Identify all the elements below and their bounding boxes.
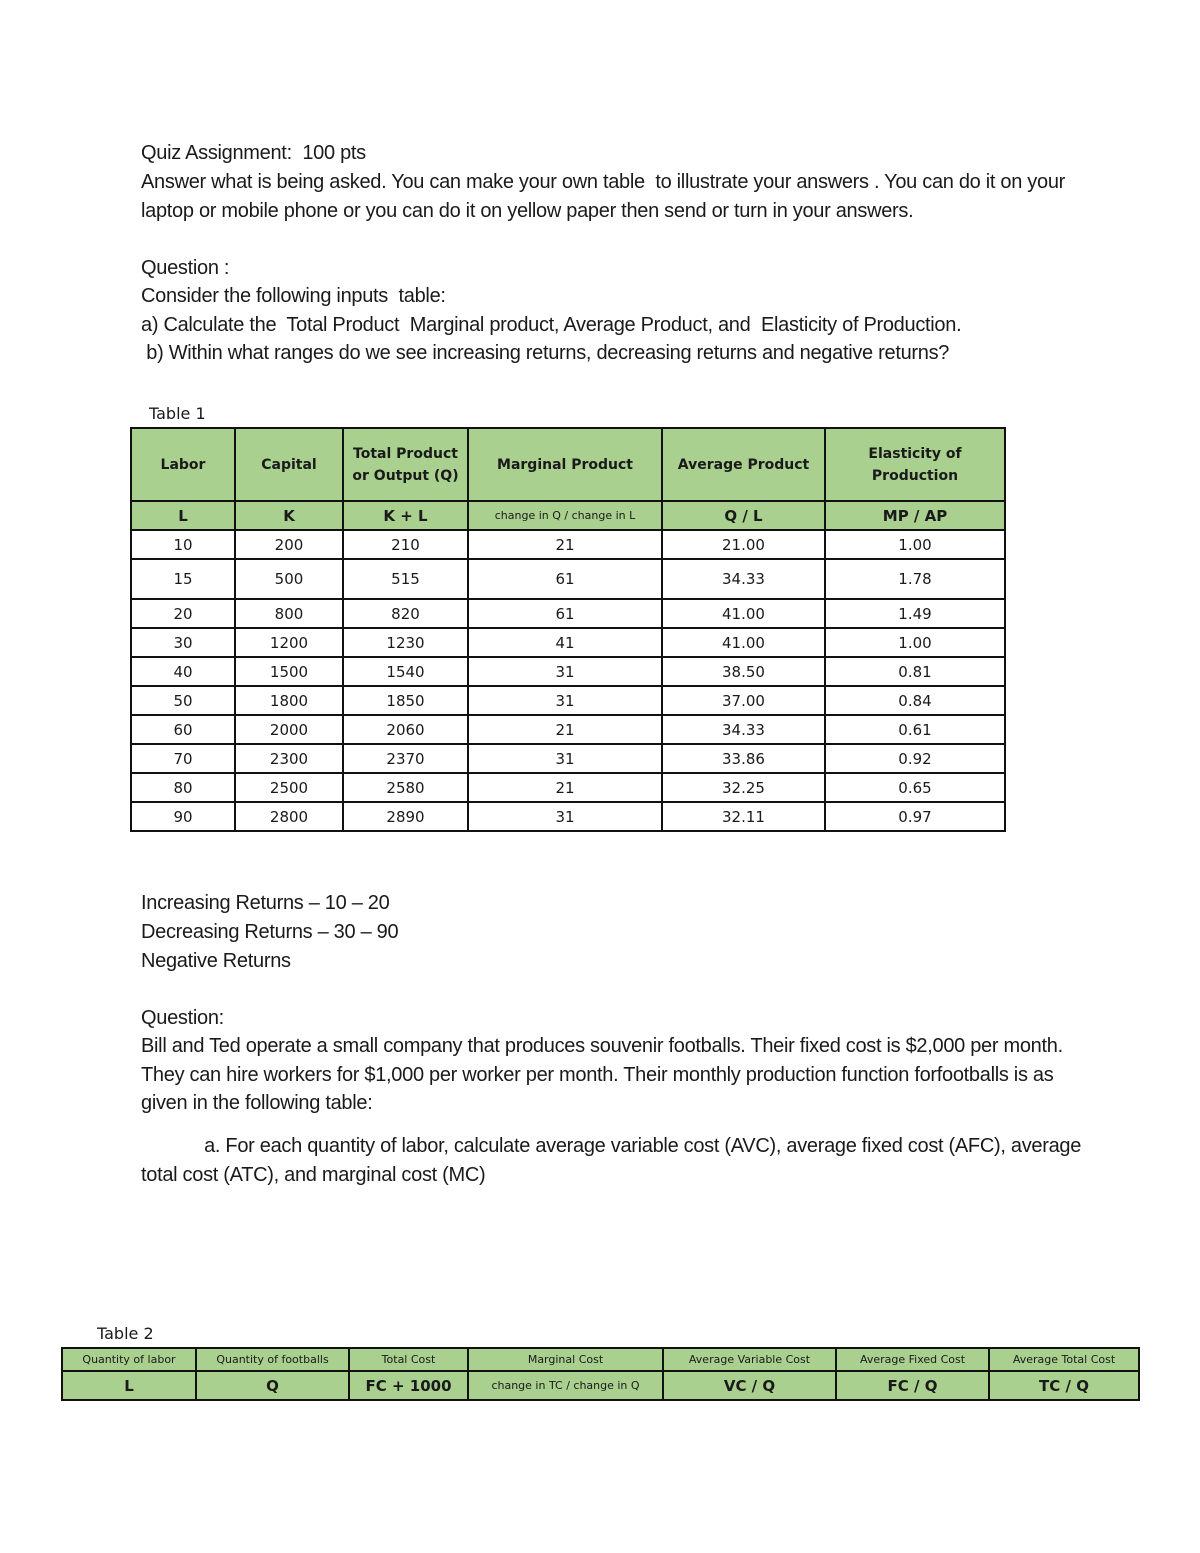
table-row bbox=[131, 599, 1005, 628]
table-row bbox=[131, 773, 1005, 802]
subheader-cell: Q bbox=[196, 1371, 349, 1400]
table-cell: 31 bbox=[468, 802, 662, 831]
header-cell: Labor bbox=[131, 428, 235, 501]
table-cell: 21.00 bbox=[662, 530, 825, 559]
table-cell: 61 bbox=[468, 559, 662, 599]
header-cell: Total Cost bbox=[349, 1348, 468, 1371]
subheader-cell: FC + 1000 bbox=[349, 1371, 468, 1400]
table-row bbox=[131, 628, 1005, 657]
table-cell: 2580 bbox=[343, 773, 468, 802]
table-cell: 38.50 bbox=[662, 657, 825, 686]
table-cell: 2370 bbox=[343, 744, 468, 773]
table-cell: 0.92 bbox=[825, 744, 1005, 773]
table-cell: 2060 bbox=[343, 715, 468, 744]
table-cell: 61 bbox=[468, 599, 662, 628]
table-cell: 32.25 bbox=[662, 773, 825, 802]
table-cell: 200 bbox=[235, 530, 343, 559]
subheader-cell: L bbox=[62, 1371, 196, 1400]
header-cell: Capital bbox=[235, 428, 343, 501]
table-cell: 0.65 bbox=[825, 773, 1005, 802]
table-cell: 2300 bbox=[235, 744, 343, 773]
table-row bbox=[131, 715, 1005, 744]
table-cell: 515 bbox=[343, 559, 468, 599]
table-cell: 90 bbox=[131, 802, 235, 831]
header-cell: Elasticity of Production bbox=[825, 428, 1005, 501]
table-row bbox=[131, 686, 1005, 715]
quiz-title: Quiz Assignment: 100 pts bbox=[141, 142, 366, 164]
header-cell: Average Total Cost bbox=[989, 1348, 1139, 1371]
table-row bbox=[131, 744, 1005, 773]
part-a: a) Calculate the Total Product Marginal product, Average Product, and Elasticity of Production. bbox=[141, 314, 962, 336]
table-cell: 21 bbox=[468, 715, 662, 744]
table-cell: 500 bbox=[235, 559, 343, 599]
q2-part-a: a. For each quantity of labor, calculate average variable cost (AVC), average fixed cost (AFC), average total cost (ATC), and marginal cost (MC) bbox=[141, 1135, 1087, 1186]
header-cell: Marginal Product bbox=[468, 428, 662, 501]
table-cell: 1.78 bbox=[825, 559, 1005, 599]
header-cell: Total Product or Output (Q) bbox=[343, 428, 468, 501]
table-cell: 10 bbox=[131, 530, 235, 559]
table-cell: 0.97 bbox=[825, 802, 1005, 831]
table-cell: 2800 bbox=[235, 802, 343, 831]
table-cell: 41.00 bbox=[662, 628, 825, 657]
header-cell: Average Variable Cost bbox=[663, 1348, 836, 1371]
table-cell: 50 bbox=[131, 686, 235, 715]
table-cell: 21 bbox=[468, 773, 662, 802]
table-cell: 41.00 bbox=[662, 599, 825, 628]
header-cell: Quantity of footballs bbox=[196, 1348, 349, 1371]
table-cell: 1540 bbox=[343, 657, 468, 686]
question-label: Question : bbox=[141, 257, 230, 279]
table-cell: 1.00 bbox=[825, 628, 1005, 657]
table-cell: 800 bbox=[235, 599, 343, 628]
part-b: b) Within what ranges do we see increasing returns, decreasing returns and negative returns? bbox=[141, 342, 950, 364]
table-cell: 0.61 bbox=[825, 715, 1005, 744]
table-cell: 40 bbox=[131, 657, 235, 686]
table-cell: 60 bbox=[131, 715, 235, 744]
table1 bbox=[130, 427, 1006, 832]
header-cell: Quantity of labor bbox=[62, 1348, 196, 1371]
subheader-cell: change in TC / change in Q bbox=[468, 1371, 663, 1400]
subheader-cell: Q / L bbox=[662, 501, 825, 530]
table-cell: 1230 bbox=[343, 628, 468, 657]
table-cell: 30 bbox=[131, 628, 235, 657]
subheader-cell: MP / AP bbox=[825, 501, 1005, 530]
answer-decreasing: Decreasing Returns – 30 – 90 bbox=[141, 921, 399, 943]
table-cell: 1850 bbox=[343, 686, 468, 715]
table-cell: 0.81 bbox=[825, 657, 1005, 686]
table-cell: 70 bbox=[131, 744, 235, 773]
table-cell: 1500 bbox=[235, 657, 343, 686]
table-cell: 210 bbox=[343, 530, 468, 559]
subheader-cell: FC / Q bbox=[836, 1371, 989, 1400]
table-cell: 820 bbox=[343, 599, 468, 628]
table-cell: 80 bbox=[131, 773, 235, 802]
table-cell: 32.11 bbox=[662, 802, 825, 831]
header-cell: Average Fixed Cost bbox=[836, 1348, 989, 1371]
instructions: Answer what is being asked. You can make your own table to illustrate your answers . You can do it on your laptop or mobile phone or you can do it on yellow paper then send or turn in your answers. bbox=[141, 171, 1071, 222]
table-cell: 31 bbox=[468, 686, 662, 715]
table2-caption: Table 2 bbox=[97, 1324, 154, 1343]
table-cell: 1800 bbox=[235, 686, 343, 715]
table-cell: 21 bbox=[468, 530, 662, 559]
prompt: Consider the following inputs table: bbox=[141, 285, 446, 307]
subheader-cell: VC / Q bbox=[663, 1371, 836, 1400]
table-cell: 20 bbox=[131, 599, 235, 628]
table-cell: 15 bbox=[131, 559, 235, 599]
table-cell: 2890 bbox=[343, 802, 468, 831]
table-cell: 37.00 bbox=[662, 686, 825, 715]
subheader-cell: change in Q / change in L bbox=[468, 501, 662, 530]
table-cell: 1200 bbox=[235, 628, 343, 657]
table-cell: 1.00 bbox=[825, 530, 1005, 559]
table-cell: 33.86 bbox=[662, 744, 825, 773]
table-row bbox=[131, 530, 1005, 559]
table-row bbox=[131, 657, 1005, 686]
subheader-cell: K bbox=[235, 501, 343, 530]
table1-caption: Table 1 bbox=[149, 404, 206, 423]
table-cell: 31 bbox=[468, 744, 662, 773]
table-cell: 31 bbox=[468, 657, 662, 686]
table-cell: 34.33 bbox=[662, 559, 825, 599]
table-cell: 2500 bbox=[235, 773, 343, 802]
table-cell: 34.33 bbox=[662, 715, 825, 744]
subheader-cell: K + L bbox=[343, 501, 468, 530]
q2-text: Bill and Ted operate a small company that produces souvenir footballs. Their fixed cost is $2,000 per month. They can hire workers for $1,000 per worker per month. Their monthly production function forfootballs is as given in the following table: bbox=[141, 1035, 1068, 1115]
table-row bbox=[131, 802, 1005, 831]
table-row bbox=[131, 559, 1005, 599]
table-cell: 1.49 bbox=[825, 599, 1005, 628]
table-cell: 41 bbox=[468, 628, 662, 657]
table-cell: 2000 bbox=[235, 715, 343, 744]
table-cell: 0.84 bbox=[825, 686, 1005, 715]
q2-label: Question: bbox=[141, 1007, 224, 1029]
answer-negative: Negative Returns bbox=[141, 950, 291, 972]
subheader-cell: L bbox=[131, 501, 235, 530]
subheader-cell: TC / Q bbox=[989, 1371, 1139, 1400]
table2 bbox=[61, 1347, 1140, 1401]
header-cell: Marginal Cost bbox=[468, 1348, 663, 1371]
header-cell: Average Product bbox=[662, 428, 825, 501]
answer-increasing: Increasing Returns – 10 – 20 bbox=[141, 892, 390, 914]
